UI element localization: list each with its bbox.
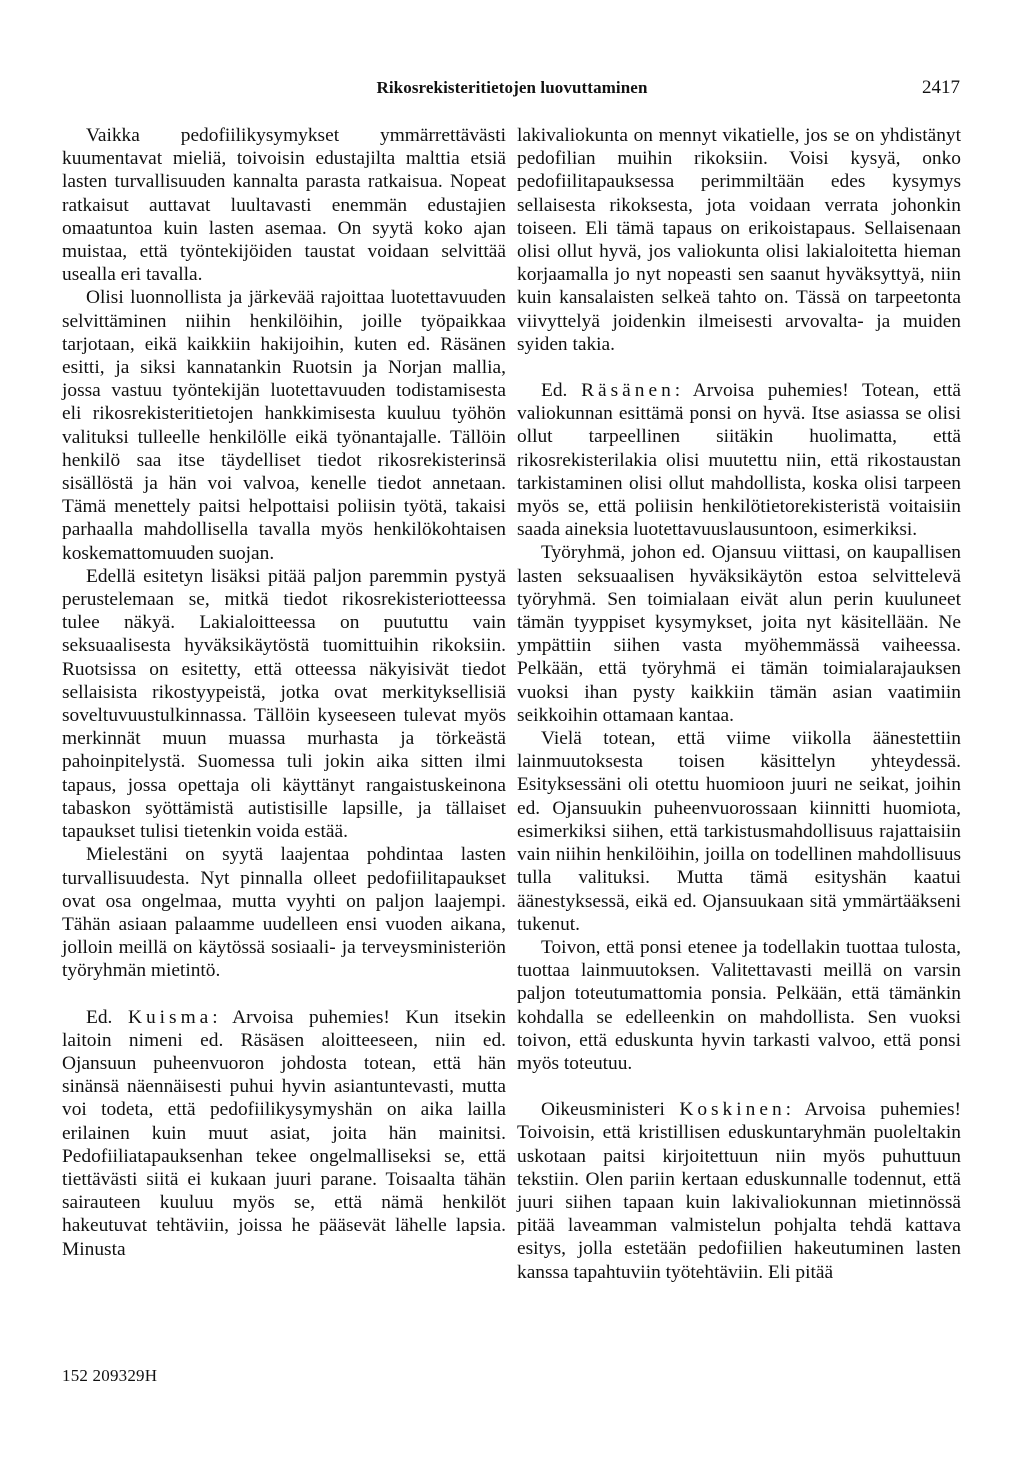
speech-text: : Arvoisa puhemies! Totean, että valiokunnan esittämä ponsi on hyvä. Itse asiassa se olisi ollut tarpeellinen siitäkin huolimatta, että rikosrekisterilakia olisi muutettu niin, että rikostaustan tarkistaminen olisi ollut mahdollista, koska olisi tarpeen myös se, että poliisin henkilötietorekisteristä voitaisiin saada aineksia luotettavuuslausuntoon, esimerkiksi.: [517, 380, 961, 541]
speaker-prefix: Ed.: [541, 380, 568, 402]
paragraph-continued: lakivaliokunta on mennyt vikatielle, jos se on yhdistänyt pedofilian muihin rikoksiin. Voisi kysyä, onko pedofiilitapauksessa perimmiltään edes kysymys sellaisesta rikoksesta, jota voidaan verrata johonkin toiseen. Eli tämä tapaus on erikoistapaus. Sellaisenaan olisi ollut hyvä, jos valiokunta olisi lakialoitetta hieman korjaamalla jo nyt nopeasti sen saanut hyväksyttyä, niin kuin kansalaisten selkeä tahto on. Tässä on tarpeetonta viivyttelyä joidenkin ilmeisesti arvovalta- ja muiden syiden takia.: [517, 125, 961, 355]
speaker-name: Kuisma: [127, 1006, 213, 1028]
speaker-name: Koskinen: [679, 1099, 786, 1121]
speech-paragraph: [517, 1098, 961, 1284]
left-column: [62, 124, 506, 1261]
speaker-name: Räsänen: [581, 380, 675, 402]
paragraph: Edellä esitetyn lisäksi pitää paljon paremmin pystyä perustelemaan se, mitkä tiedot rikosrekisteriotteessa tulee näkyä. Lakialoitteessa on puututtu vain seksuaalisesta hyväksikäytöstä tuomittuihin rikoksiin. Ruotsissa on esitetty, että otteessa näkyisivät tiedot sellaisista rikostyypeistä, jotka ovat merkityksellisiä soveltuvuustulkinnassa. Tällöin kyseeseen tulevat myös merkinnät muun muassa murhasta ja törkeästä pahoinpitelystä. Suomessa tuli jokin aika sitten ilmi tapaus, jossa opettaja oli käyttänyt rangaistuskeinona tabaskon syöttämistä autistisille lapsille, ja tällaiset tapaukset tulisi tietenkin voida estää.: [62, 565, 506, 843]
speech-paragraph: [517, 379, 961, 541]
speech-paragraph: [62, 1006, 506, 1261]
running-header-title: Rikosrekisteritietojen luovuttaminen: [376, 78, 648, 97]
speaker-prefix: Oikeusministeri: [541, 1099, 665, 1121]
paragraph: Toivon, että ponsi etenee ja todellakin tuottaa tulosta, tuottaa lainmuutoksen. Valitettavasti meillä on varsin paljon toteutumattomia ponsia. Pelkään, että tämänkin kohdalla se edelleenkin on mahdollista. Sen vuoksi toivon, että eduskunta hyvin tarkasti valvoo, että ponsi myös toteutuu.: [517, 936, 961, 1074]
paragraph: Vaikka pedofiilikysymykset ymmärrettävästi kuumentavat mieliä, toivoisin edustajilta malttia etsiä lasten turvallisuuden kannalta parasta ratkaisua. Nopeat ratkaisut auttavat luultavasti enemmän edustajien omaatuntoa kuin lasten asemaa. On syytä koko ajan muistaa, että työntekijöiden taustat voidaan selvittää usealla eri tavalla.: [62, 125, 506, 286]
footer-print-code: 152 209329H: [62, 1366, 158, 1385]
paragraph: Mielestäni on syytä laajentaa pohdintaa lasten turvallisuudesta. Nyt pinnalla olleet pedofiilitapaukset ovat osa ongelmaa, mutta vyyhti on paljon laajempi. Tähän asiaan palaamme uudelleen ensi vuoden aikana, jolloin meillä on käytössä sosiaali- ja terveysministeriön työryhmän mietintö.: [62, 844, 506, 982]
paragraph: Vielä totean, että viime viikolla äänestettiin lainmuutoksesta toisen käsittelyn yhteydessä. Esityksessäni oli otettu huomioon juuri ne seikat, joihin ed. Ojansuukin puheenvuorossaan kiinnitti huomiota, esimerkiksi siihen, että tarkistusmahdollisuus rajattaisiin vain niihin henkilöihin, joilla on todellinen mahdollisuus tulla valituksi. Mutta tämä esityshän kaatui äänestyksessä, eikä ed. Ojansuukaan sitä ymmärtääkseni tukenut.: [517, 728, 961, 935]
speech-text: : Arvoisa puhemies! Kun itsekin laitoin nimeni ed. Räsäsen aloitteeseen, niin ed. Ojansuun puheenvuoron johdosta totean, että hän sinänsä näennäisesti puhui hyvin asiantuntevasti, mutta voi todeta, että pedofiilikysymyshän on aika lailla erilainen kuin muut asiat, joita hän mainitsi. Pedofiiliatapauksenhan tekee ongelmalliseksi se, että tiettävästi siitä ei kukaan juuri parane. Toisaalta tähän sairauteen kuuluu myös se, että nämä henkilöt hakeutuvat tehtäviin, joissa he pääsevät lähelle lapsia. Minusta: [62, 1006, 506, 1260]
right-column: [517, 124, 961, 1284]
page-number: 2417: [922, 77, 960, 98]
speech-text: : Arvoisa puhemies! Toivoisin, että kristillisen eduskuntaryhmän puoleltakin uskotaan paitsi kirjoitettuun niin myös puhuttuun tekstiin. Olen pariin kertaan eduskunnalle todennut, että juuri siihen tapaan kuin lakivaliokunnan mietinnössä pitää laveamman valmistelun pohjalta tehdä kattava esitys, jolla estetään pedofiilien hakeutuminen lasten kanssa tapahtuviin työtehtäviin. Eli pitää: [517, 1099, 961, 1283]
paragraph: Työryhmä, johon ed. Ojansuu viittasi, on kaupallisen lasten seksuaalisen hyväksikäytön estoa selvittelevä työryhmä. Sen toimialaan eivät alun perin kuuluneet tämän tyyppiset kysymykset, joita nyt käsitellään. Ne ympättiin siihen vasta myöhemmässä vaiheessa. Pelkään, että työryhmä ei tämän toimialarajauksen vuoksi ihan pysty kaikkiin tämän asian vaatimiin seikkoihin ottamaan kantaa.: [517, 542, 961, 726]
paragraph: Olisi luonnollista ja järkevää rajoittaa luotettavuuden selvittäminen niihin henkilöihin, joille työpaikkaa tarjotaan, eikä kaikkiin hakijoihin, kuten ed. Räsänen esitti, ja siksi kannatankin Ruotsin ja Norjan mallia, jossa vastuu työntekijän luotettavuuden todistamisesta eli rikosrekisteritietojen hankkimisesta kuuluu työhön valituksi tulleelle henkilölle eikä työnantajalle. Tällöin henkilö saa itse täydelliset tiedot rikosrekisterinsä sisällöstä ja hän voi valvoa, kenelle tiedot annetaan. Tämä menettely paitsi helpottaisi poliisin työtä, takaisi parhaalla mahdollisella tavalla myös henkilökohtaisen koskemattomuuden suojan.: [62, 287, 506, 564]
speaker-prefix: Ed.: [86, 1006, 113, 1028]
